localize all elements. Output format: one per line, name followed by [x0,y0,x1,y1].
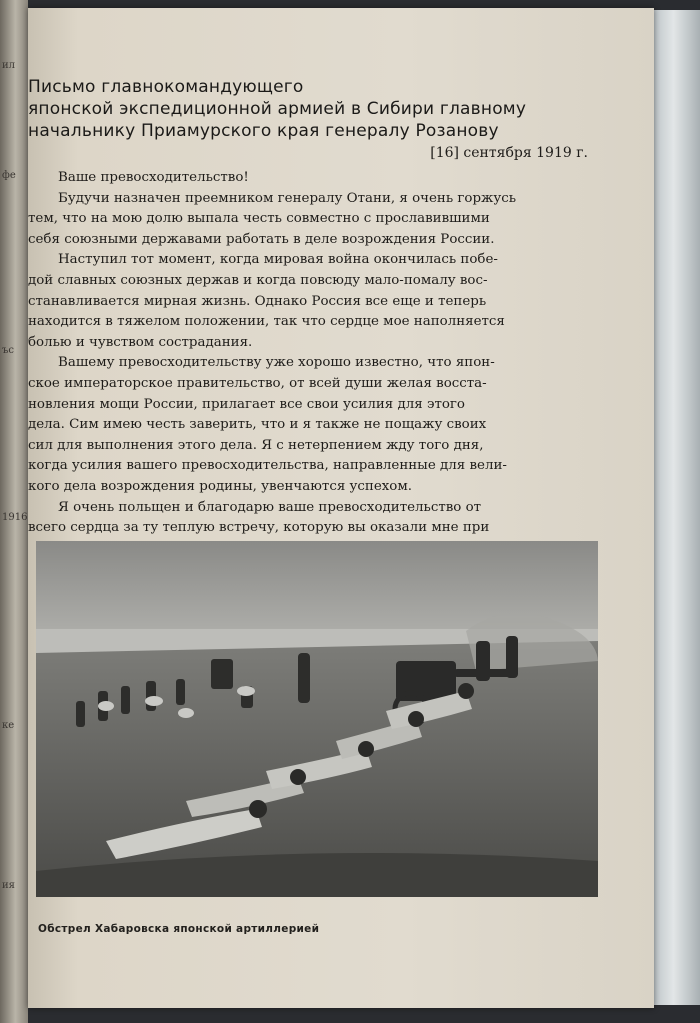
title-line: Письмо главнокомандующего [28,77,304,97]
text-line: Ваше превосходительство! [58,170,249,185]
soldier-highlight [98,701,114,711]
soldier [121,686,130,714]
soldier [298,653,310,703]
left-page-fragment: фе [2,170,16,181]
letter-date: [16] сентября 1919 г. [430,145,588,161]
soldier-highlight [178,708,194,718]
soldier-head [249,800,267,818]
text-line: Я очень польщен и благодарю ваше превосходительство от [58,499,482,515]
text-line: дела. Сим имею честь заверить, что и я также не пощажу своих [28,417,487,433]
left-page-edge [0,0,28,1023]
photo-illustration [36,541,598,897]
text-line: себя союзными державами работать в деле возрождения России. [28,231,495,247]
text-line: сил для выполнения этого дела. Я с нетерпением жду того дня, [28,437,484,453]
soldier [176,679,185,705]
text-line: Будучи назначен преемником генералу Отани, я очень горжусь [58,190,517,206]
soldier [211,659,233,689]
left-page-fragment: ия [2,880,15,891]
text-line: болью и чувством сострадания. [28,334,253,350]
soldier-highlight [237,686,255,696]
text-line: станавливается мирная жизнь. Однако Россия все еще и теперь [28,293,487,309]
letter-body [28,168,600,539]
paragraph-3 [28,353,600,497]
text-line: тем, что на мою долю выпала честь совместно с прославившими [28,211,490,227]
text-line: всего сердца за ту теплую встречу, которую вы оказали мне при [28,520,490,536]
left-page-fragment: ил [2,60,16,71]
left-page-fragment: 1916 [2,512,28,523]
soldier [506,636,518,678]
title-line: японской экспедиционной армией в Сибири главному [28,99,527,119]
book-page [28,8,654,1008]
left-page-fragment: ке [2,720,15,731]
soldier [476,641,490,681]
artillery-photo [36,541,598,897]
text-line: Наступил тот момент, когда мировая война окончилась побе- [58,252,498,268]
paragraph-4 [28,498,600,539]
text-line: ское императорское правительство, от всей души желая восста- [28,375,487,391]
text-line: находится в тяжелом положении, так что сердце мое наполняется [28,314,505,330]
paragraph-1 [28,189,600,251]
salutation [28,168,600,189]
text-line: когда усилия вашего превосходительства, направленные для вели- [28,458,507,474]
soldier-highlight [145,696,163,706]
soldier [146,681,156,711]
book-cover-edge [652,10,700,1005]
photo-caption: Обстрел Хабаровска японской артиллерией [38,923,320,935]
title-line: начальнику Приамурского края генералу Розанову [28,121,499,141]
text-line: новления мощи России, прилагает все свои усилия для этого [28,396,465,412]
soldier-head [408,711,424,727]
soldier [76,701,85,727]
paragraph-2 [28,250,600,353]
text-line: дой славных союзных держав и когда повсюду мало-помалу вос- [28,272,488,288]
left-page-fragment: ъс [2,345,14,356]
soldier-head [458,683,474,699]
soldier-head [290,769,306,785]
soldier-head [358,741,374,757]
text-line: Вашему превосходительству уже хорошо известно, что япон- [58,355,495,371]
document-title [28,76,588,142]
text-line: кого дела возрождения родины, увенчаются успехом. [28,478,413,494]
